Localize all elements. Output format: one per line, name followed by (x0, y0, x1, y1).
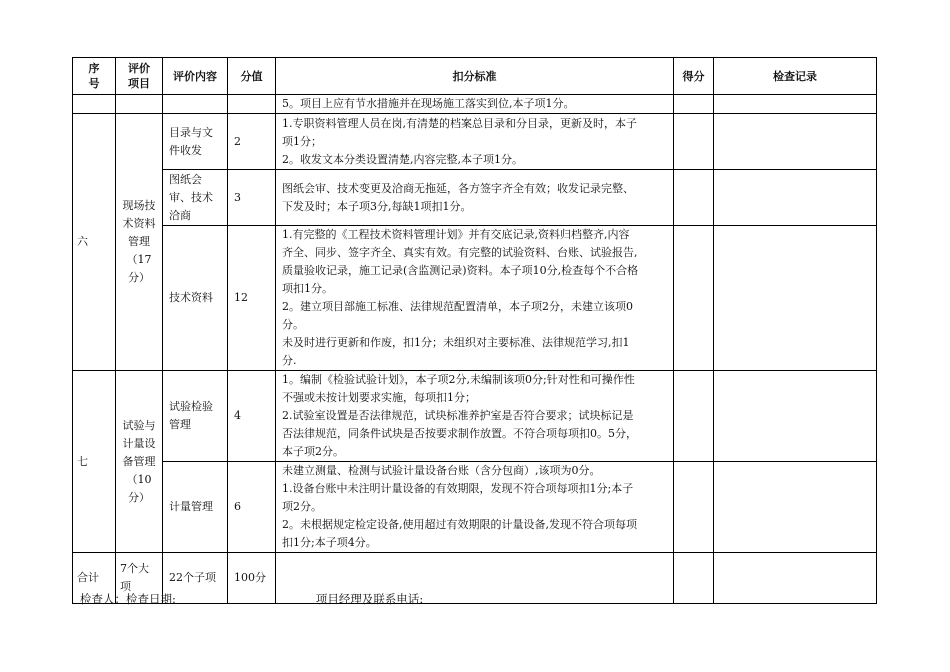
table-row (73, 462, 877, 553)
header-row (73, 58, 877, 95)
total-label: 合计 (73, 553, 116, 604)
record-cell[interactable] (714, 170, 877, 226)
table-row (73, 371, 877, 462)
table-row (73, 114, 877, 170)
manager-label: 项目经理及联系电话: (315, 592, 424, 606)
score-got-cell[interactable] (674, 462, 714, 553)
total-item: 7个大 项 (116, 553, 163, 604)
header-record: 检查记录 (714, 58, 877, 95)
inspector-label: 检查人：检查日期: (80, 592, 176, 606)
total-content: 22个子项 (163, 553, 228, 604)
table-row (73, 170, 877, 226)
signature-line (80, 591, 423, 607)
header-score: 分值 (228, 58, 276, 95)
header-standard: 扣分标准 (276, 58, 674, 95)
cell-empty (116, 95, 163, 114)
record-cell[interactable] (714, 462, 877, 553)
record-cell[interactable] (714, 371, 877, 462)
standard-cell: 1.有完整的《工程技术资料管理计划》并有交底记录,资料归档整齐,内容 齐全、同步、签字齐全、真实有效。有完整的试验资料、台账、试验报告, 质量验收记录，施工记录(含监测记录)资料。本子项10分,检查每个不合格 项扣1分。 2。建立项目部施工标准、法律规范配置清单，本子项2分，未建立该项0 分。 未及时进行更新和作废，扣1分；未组织对主要标准、法律规范学习,扣1 分. (276, 226, 674, 371)
header-got: 得分 (674, 58, 714, 95)
content-cell: 技术资料 (163, 226, 228, 371)
score-got-cell[interactable] (674, 95, 714, 114)
section-number: 六 (73, 114, 116, 371)
cell-empty (73, 95, 116, 114)
cell-empty (163, 95, 228, 114)
header-no: 序 号 (73, 58, 116, 95)
standard-cell: 5。项目上应有节水措施并在现场施工落实到位,本子项1分。 (276, 95, 674, 114)
record-cell[interactable] (714, 226, 877, 371)
score-cell: 12 (228, 226, 276, 371)
score-got-cell[interactable] (674, 226, 714, 371)
score-got-cell[interactable] (674, 114, 714, 170)
section-item: 试验与 计量设 备管理 （10 分） (116, 371, 163, 553)
total-score: 100分 (228, 553, 276, 604)
header-content: 评价内容 (163, 58, 228, 95)
inspection-table (72, 57, 877, 604)
standard-cell: 1.专职资料管理人员在岗,有清楚的档案总目录和分目录，更新及时，本子 项1分； 2。收发文本分类设置清楚,内容完整,本子项1分。 (276, 114, 674, 170)
record-cell[interactable] (714, 95, 877, 114)
standard-cell: 未建立测量、检测与试验计量设备台账（含分包商）,该项为0分。 1.设备台账中未注明计量设备的有效期限，发现不符合项每项扣1分;本子 项2分。 2。未根据规定检定设备,使用超过有效期限的计量设备,发现不符合项每项 扣1分;本子项4分。 (276, 462, 674, 553)
table-row (73, 95, 877, 114)
score-got-cell[interactable] (674, 553, 714, 604)
score-cell: 6 (228, 462, 276, 553)
standard-cell: 图纸会审、技术变更及洽商无拖延，各方签字齐全有效；收发记录完整、 下发及时；本子项3分,每缺1项扣1分。 (276, 170, 674, 226)
table-row (73, 226, 877, 371)
score-cell: 2 (228, 114, 276, 170)
cell-empty (228, 95, 276, 114)
record-cell[interactable] (714, 553, 877, 604)
section-item: 现场技 术资料 管理 （17 分） (116, 114, 163, 371)
score-cell: 3 (228, 170, 276, 226)
content-cell: 图纸会 审、技术 洽商 (163, 170, 228, 226)
content-cell: 目录与文 件收发 (163, 114, 228, 170)
standard-cell: 1。编制《检验试验计划》，本子项2分,未编制该项0分;针对性和可操作性 不强或未按计划要求实施，每项扣1分； 2.试验室设置是否法律规范，试块标准养护室是否符合要求；试块标记是 否法律规范，同条件试块是否按要求制作放置。不符合项每项扣0。5分， 本子项2分。 (276, 371, 674, 462)
record-cell[interactable] (714, 114, 877, 170)
content-cell: 计量管理 (163, 462, 228, 553)
header-item: 评价 项目 (116, 58, 163, 95)
score-got-cell[interactable] (674, 371, 714, 462)
content-cell: 试验检验 管理 (163, 371, 228, 462)
section-number: 七 (73, 371, 116, 553)
score-cell: 4 (228, 371, 276, 462)
score-got-cell[interactable] (674, 170, 714, 226)
